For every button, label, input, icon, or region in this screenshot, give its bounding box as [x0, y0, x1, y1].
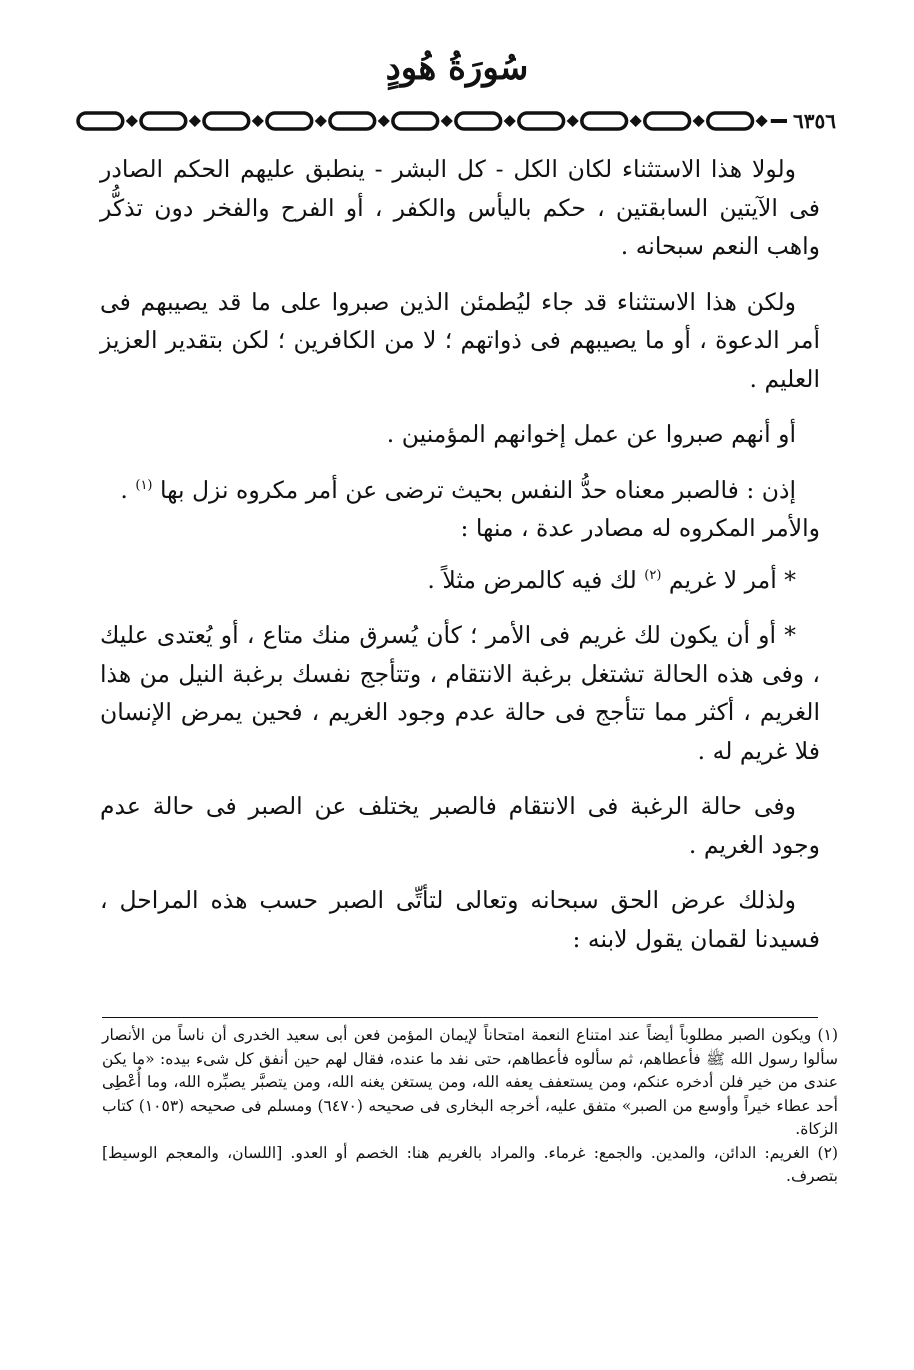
paragraph: [100, 471, 820, 548]
chain-ornament-icon: [76, 108, 787, 134]
paragraph-text: والأمر المكروه له مصادر عدة ، منها :: [460, 514, 820, 542]
paragraph: [100, 561, 820, 600]
paragraph: ولكن هذا الاستثناء قد جاء ليُطمئن الذين صبروا على ما قد يصيبهم فى أمر الدعوة ، أو ما يصيبهم فى ذواتهم ؛ لا من الكافرين ؛ لكن بتقدير العزيز العليم .: [100, 287, 820, 393]
page-header-ornament: [76, 108, 842, 134]
main-text: [100, 150, 820, 975]
footnote-mark: (١): [135, 477, 153, 493]
footnote: (١) ويكون الصبر مطلوباً أيضاً عند امتناع النعمة امتحاناً لإيمان المؤمن فعن أبى سعيد الخدرى أن ناساً من الأنصار سألوا رسول الله ﷺ فأعطاهم، ثم سألوه فأعطاهم، حتى نفد ما عنده، فقال لهم حين أنفق كل شىء بيده: «ما يكن عندى من خير فلن أدخره عنكم، ومن يستعفف يعفه الله، ومن يستغن يغنه الله، ومن يتصبَّر يصبِّره الله، وما أُعْطِى أحد عطاء خيراً وأوسع من الصبر» متفق عليه، أخرجه البخارى فى صحيحه (٦٤٧٠) ومسلم فى صحيحه (١٠٥٣) كتاب الزكاة.: [102, 1026, 838, 1138]
paragraph: أو أنهم صبروا عن عمل إخوانهم المؤمنين .: [386, 420, 796, 448]
paragraph-text: إذن : فالصبر معناه حدُّ النفس بحيث ترضى عن أمر مكروه نزل بها: [159, 475, 796, 504]
sentence-end: .: [120, 475, 128, 504]
surah-title: سُورَةُ هُودٍ: [385, 48, 529, 88]
paragraph: ولذلك عرض الحق سبحانه وتعالى لتأتِّى الصبر حسب هذه المراحل ، فسيدنا لقمان يقول لابنه :: [100, 886, 820, 953]
paragraph: وفى حالة الرغبة فى الانتقام فالصبر يختلف عن الصبر فى حالة عدم وجود الغريم .: [100, 792, 820, 859]
page-number: ٦٣٥٦: [793, 109, 836, 133]
footnotes: [102, 1024, 838, 1189]
bullet-text: لك فيه كالمرض مثلاً .: [427, 565, 637, 594]
bullet-text: * أمر لا غريم: [668, 565, 796, 594]
footnote-mark: (٢): [644, 567, 662, 583]
footnote: (٢) الغريم: الدائن، والمدين. والجمع: غرماء. والمراد بالغريم هنا: الخصم أو العدو. [اللسان، والمعجم الوسيط] بتصرف.: [102, 1143, 838, 1185]
paragraph: ولولا هذا الاستثناء لكان الكل - كل البشر - ينطبق عليهم الحكم الصادر فى الآيتين السابقتين ، حكم باليأس والكفر ، أو الفرح والفخر دون تذكُّر واهب النعم سبحانه .: [100, 155, 820, 260]
paragraph: * أو أن يكون لك غريم فى الأمر ؛ كأن يُسرق منك متاع ، أو يُعتدى عليك ، وفى هذه الحالة تشتغل برغبة الانتقام ، وتتأجج نفسك برغبة النيل من هذا الغريم ، أكثر مما تتأجج فى حالة عدم وجود الغريم ، فحين يمرض الإنسان فلا غريم له .: [100, 621, 820, 765]
footnote-separator: [102, 1017, 818, 1018]
